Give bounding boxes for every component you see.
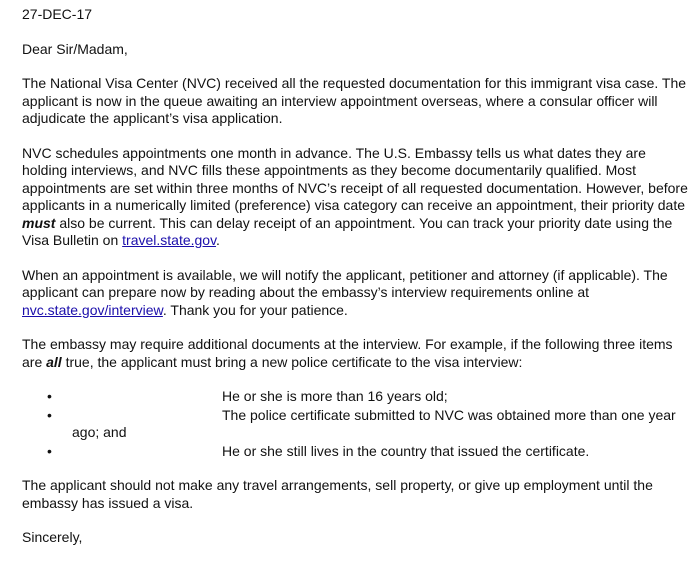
paragraph-notification — [22, 267, 689, 320]
paragraph-scheduling — [22, 145, 689, 250]
requirement-age: He or she is more than 16 years old; — [222, 388, 448, 404]
scheduling-text-start: NVC schedules appointments one month in advance. The U.S. Embassy tells us what dates they are holding interviews, and NVC fills these appointments as they become documentarily qualified. Most appointments are set within three months of NVC’s receipt of all requested documentation. However, before applicants in a numerically limited (preference) visa category can receive an appointment, their priority date — [22, 144, 688, 213]
bullet-icon: • — [47, 388, 52, 404]
notification-text-start: When an appointment is available, we will notify the applicant, petitioner and attorney (if applicable). The applicant can prepare now by reading about the embassy’s interview requirements online at — [22, 266, 668, 300]
paragraph-documentation-received: The National Visa Center (NVC) received all the requested documentation for this immigrant visa case. The applicant is now in the queue awaiting an interview appointment overseas, where a consular officer will adjudicate the applicant’s visa application. — [22, 75, 687, 126]
bullet-icon: • — [47, 442, 52, 459]
requirement-residence: He or she still lives in the country that issued the certificate. — [222, 442, 590, 459]
nvc-interview-link[interactable]: nvc.state.gov/interview — [22, 301, 163, 318]
travel-state-gov-link[interactable]: travel.state.gov — [122, 232, 217, 248]
notification-text-end: . Thank you for your patience. — [162, 301, 348, 318]
bullet-icon: • — [47, 406, 52, 423]
emphasis-must: must — [22, 214, 56, 231]
closing: Sincerely, — [22, 529, 83, 545]
letter-date: 27-DEC-17 — [22, 6, 93, 22]
requirement-police-certificate: The police certificate submitted to NVC was obtained more than one year ago; and — [72, 406, 676, 440]
additional-docs-text-end: true, the applicant must bring a new police certificate to the visa interview: — [61, 353, 523, 370]
list-item — [22, 407, 689, 442]
paragraph-additional-documents — [22, 336, 689, 371]
list-item — [22, 443, 689, 461]
paragraph-travel-warning: The applicant should not make any travel arrangements, sell property, or give up employment until the embassy has issued a visa. — [22, 477, 653, 511]
additional-docs-text-start: The embassy may require additional documents at the interview. For example, if the following three items are — [22, 336, 673, 370]
scheduling-text-end: . — [216, 232, 220, 248]
scheduling-text-middle: also be current. This can delay receipt of an appointment. You can track your priority date using the Visa Bulletin on — [22, 214, 673, 248]
list-item — [22, 388, 689, 406]
requirements-list — [22, 388, 689, 460]
salutation: Dear Sir/Madam, — [22, 40, 128, 57]
emphasis-all: all — [46, 353, 62, 370]
